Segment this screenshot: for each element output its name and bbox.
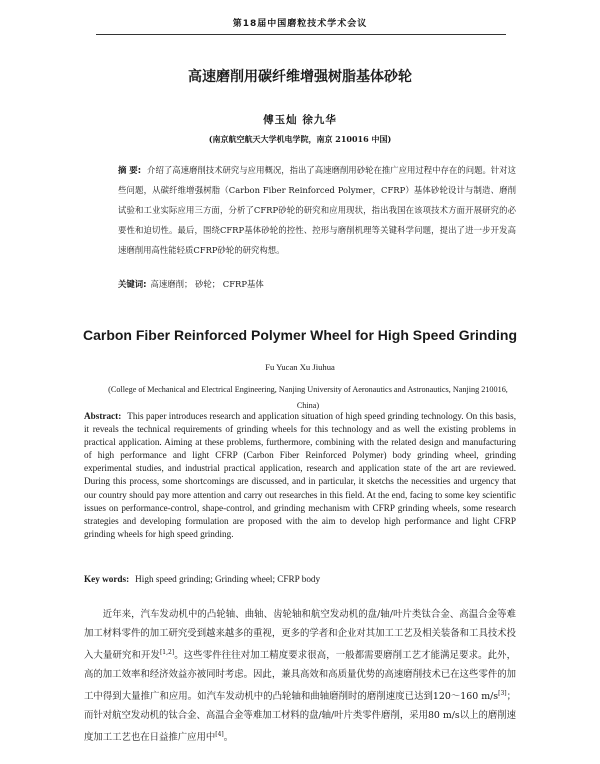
- citation-3: [4]: [215, 731, 224, 739]
- citation-1: [1,2]: [159, 649, 175, 656]
- body-text-part-3: ；而针对航空发动机的钛合金、高温合金等难加工材料的盘/轴/叶片类零件磨削，采用80 m/s以上的磨削速度加工工艺也在日益推广应用中: [84, 691, 516, 744]
- body-text-part-2: 。这些零件往往对加工精度要求很高，一般都需要磨削工艺才能满足要求。此外，高的加工效率和经济效益亦被同时考虑。因此，兼具高效和高质量优势的高速磨削技术已在这些零件的加工中得到大量推广和应用。如汽车发动机中的凸轮轴和曲轴磨削时的磨削速度已达到120～160 m/s: [84, 650, 516, 703]
- english-keywords: [84, 574, 516, 584]
- chinese-abstract-text: 介绍了高速磨削技术研究与应用概况，指出了高速磨削用砂轮在推广应用过程中存在的问题。针对这些问题，从碳纤维增强树脂（Carbon Fiber Reinforced Polymer，CFRP）基体砂轮设计与制造、磨削试验和工业实际应用三方面，分析了CFRP砂轮的研究和应用现状，指出我国在该项技术方面开展研究的必要性和迫切性。最后，围绕CFRP基体砂轮的控性、控形与磨削机理等关键科学问题，提出了进一步开发高速磨削用高性能轻质CFRP砂轮的研究构想。: [118, 165, 516, 255]
- header-rule: [96, 34, 506, 35]
- chinese-keywords-text: 高速磨削； 砂轮； CFRP基体: [150, 279, 264, 289]
- english-affiliation: (College of Mechanical and Electrical Engineering, Nanjing University of Aeronautics and Astronautics, Nanjing 210016, China): [108, 385, 508, 410]
- english-abstract: [84, 410, 516, 541]
- chinese-keywords-label: 关键词:: [118, 279, 147, 289]
- running-header: 第18届中国磨粒技术学术会议: [232, 19, 368, 29]
- chinese-abstract: [118, 160, 516, 260]
- english-authors: Fu Yucan Xu Jiuhua: [265, 362, 335, 372]
- chinese-affiliation: (南京航空航天大学机电学院，南京 210016 中国): [208, 134, 392, 144]
- english-keywords-label: Key words:: [84, 574, 130, 584]
- body-text-part-1: 近年来，汽车发动机中的凸轮轴、曲轴、齿轮轴和航空发动机的盘/轴/叶片类钛合金、高温合金等难加工材料零件的加工研究受到越来越多的重视，更多的学者和企业对其加工工艺及相关装备和工具技术投入大量研究和开发: [84, 609, 516, 662]
- english-title: Carbon Fiber Reinforced Polymer Wheel for High Speed Grinding: [82, 327, 518, 343]
- chinese-title: 高速磨削用碳纤维增强树脂基体砂轮: [188, 69, 412, 85]
- chinese-keywords: [118, 278, 516, 290]
- citation-2: [3]: [498, 690, 507, 698]
- english-keywords-text: High speed grinding; Grinding wheel; CFRP body: [135, 574, 321, 584]
- chinese-abstract-label: 摘 要:: [118, 165, 142, 175]
- english-abstract-label: Abstract:: [84, 411, 122, 421]
- body-paragraph: [84, 605, 516, 747]
- english-abstract-text: This paper introduces research and application situation of high speed grinding technology. On this basis, it reveals the technical requirements of grinding wheels for this technology and as well the existing problems in practical application. Aiming at these problems, furthermore, combining with the related design and manufacturing of high performance and light CFRP (Carbon Fiber Reinforced Polymer) body grinding wheel, grinding experimental studies, and industrial practical application, research and application state of the art are reviewed. During this process, some shortcomings are discussed, and in particular, it sketchs the necessities and urgency that our country should pay more attention and carry out researches in this field. At the end, facing to some key scientific issues on performance-control, shape-control, and grinding mechanism with CFRP grinding wheels, some research strategies and developing formulation are proposed with the aim to develop high performance and light CFRP grinding wheels for high speed grinding.: [84, 411, 516, 539]
- chinese-authors: 傅玉灿 徐九华: [263, 114, 337, 126]
- body-text-part-4: 。: [223, 732, 234, 744]
